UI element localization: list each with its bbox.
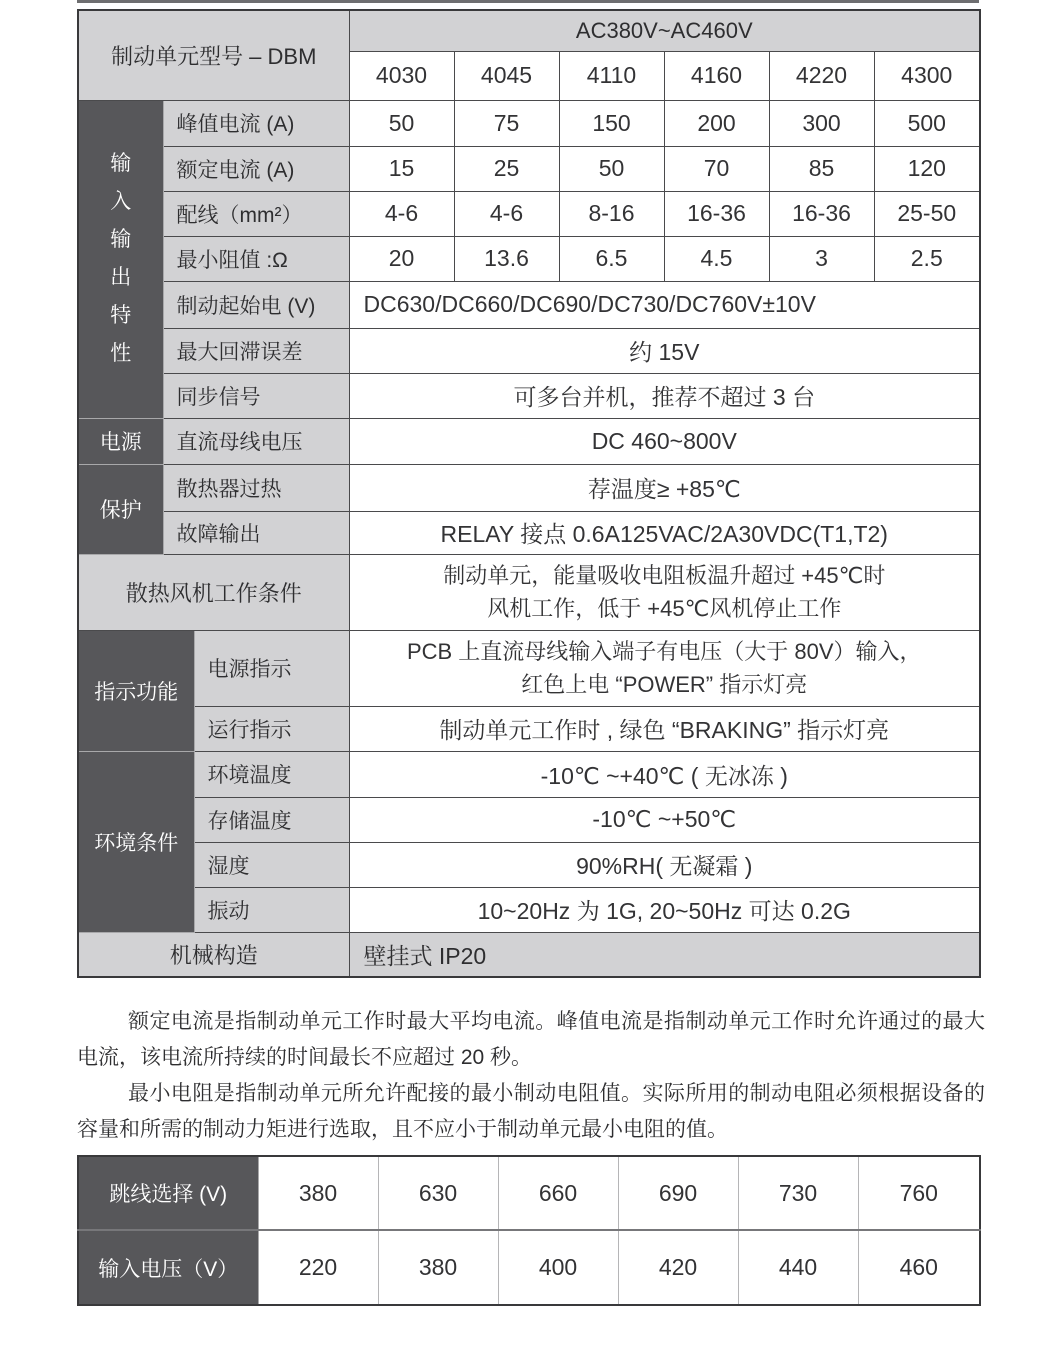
row-humidity	[78, 842, 980, 887]
group-protection-cell: 保护	[78, 464, 163, 554]
row-label-cell: 机械构造	[78, 932, 349, 977]
value-cell: 4-6	[454, 191, 559, 236]
jumper-value-cell: 630	[378, 1156, 498, 1230]
row-wiring	[78, 191, 980, 236]
value-cell: 6.5	[559, 236, 664, 281]
model-header-cell: 4110	[559, 51, 664, 100]
jumper-value-cell: 440	[738, 1230, 858, 1305]
value-cell: DC 460~800V	[349, 418, 980, 464]
model-header-cell: 4030	[349, 51, 454, 100]
value-cell: 16-36	[664, 191, 769, 236]
value-cell: 50	[349, 100, 454, 146]
notes-block	[77, 1004, 985, 1148]
value-cell: 壁挂式 IP20	[349, 932, 980, 977]
value-cell: 15	[349, 146, 454, 191]
value-cell	[349, 554, 980, 630]
value-cell: 4-6	[349, 191, 454, 236]
value-cell: -10℃ ~+50℃	[349, 797, 980, 842]
value-cell: 300	[769, 100, 874, 146]
row-label-cell: 直流母线电压	[163, 418, 349, 464]
fan-value-line2: 风机工作，低于 +45℃风机停止工作	[487, 596, 842, 621]
group-indicator-cell: 指示功能	[78, 630, 194, 751]
jumper-value-cell: 690	[618, 1156, 738, 1230]
jumper-value-cell: 380	[378, 1230, 498, 1305]
value-cell: 50	[559, 146, 664, 191]
row-peak-current	[78, 100, 980, 146]
row-label-cell: 散热风机工作条件	[78, 554, 349, 630]
value-cell: -10℃ ~+40℃ ( 无冰冻 )	[349, 751, 980, 797]
value-cell	[349, 630, 980, 706]
group-environment-cell: 环境条件	[78, 751, 194, 932]
value-cell: 制动单元工作时 , 绿色 “BRAKING” 指示灯亮	[349, 706, 980, 751]
value-cell: 20	[349, 236, 454, 281]
jumper-value-cell: 760	[858, 1156, 980, 1230]
value-cell: DC630/DC660/DC690/DC730/DC760V±10V	[349, 281, 980, 328]
row-vibration	[78, 887, 980, 932]
value-cell: 120	[874, 146, 980, 191]
jumper-value-cell: 380	[258, 1156, 378, 1230]
row-label-cell: 额定电流 (A)	[163, 146, 349, 191]
value-cell: 25-50	[874, 191, 980, 236]
row-mechanical	[78, 932, 980, 977]
value-cell: RELAY 接点 0.6A125VAC/2A30VDC(T1,T2)	[349, 511, 980, 554]
jumper-value-cell: 400	[498, 1230, 618, 1305]
group-io-cell	[78, 100, 163, 418]
model-header-cell: 4300	[874, 51, 980, 100]
value-cell: 13.6	[454, 236, 559, 281]
row-label-cell: 环境温度	[194, 751, 349, 797]
value-cell: 2.5	[874, 236, 980, 281]
group-io-label: 输入输出特性	[110, 152, 132, 365]
value-cell: 150	[559, 100, 664, 146]
model-header-cell: 4045	[454, 51, 559, 100]
spec-title-cell: 制动单元型号 – DBM	[78, 10, 349, 100]
row-label-cell: 散热器过热	[163, 464, 349, 511]
row-label-cell: 配线（mm²）	[163, 191, 349, 236]
row-braking-start-voltage	[78, 281, 980, 328]
row-ambient-temp	[78, 751, 980, 797]
row-label-cell: 同步信号	[163, 373, 349, 418]
row-fan-condition	[78, 554, 980, 630]
row-fault-output	[78, 511, 980, 554]
row-label-cell: 故障输出	[163, 511, 349, 554]
row-label-cell: 湿度	[194, 842, 349, 887]
note-paragraph-2: 最小电阻是指制动单元所允许配接的最小制动电阻值。实际所用的制动电阻必须根据设备的容量和所需的制动力矩进行选取，且不应小于制动单元最小电阻的值。	[77, 1082, 985, 1141]
value-cell: 25	[454, 146, 559, 191]
value-cell: 16-36	[769, 191, 874, 236]
power-indicator-line1: PCB 上直流母线输入端子有电压（大于 80V）输入，	[406, 639, 922, 664]
jumper-value-cell: 730	[738, 1156, 858, 1230]
row-label-cell: 最小阻值 :Ω	[163, 236, 349, 281]
row-rated-current	[78, 146, 980, 191]
value-cell: 可多台并机，推荐不超过 3 台	[349, 373, 980, 418]
value-cell: 荐温度≥ +85℃	[349, 464, 980, 511]
value-cell: 500	[874, 100, 980, 146]
value-cell: 8-16	[559, 191, 664, 236]
row-label-cell: 制动起始电 (V)	[163, 281, 349, 328]
power-indicator-line2: 红色上电 “POWER” 指示灯亮	[521, 672, 808, 697]
value-cell: 200	[664, 100, 769, 146]
value-cell: 10~20Hz 为 1G, 20~50Hz 可达 0.2G	[349, 887, 980, 932]
group-power-cell: 电源	[78, 418, 163, 464]
jumper-label-cell: 输入电压（V）	[78, 1230, 258, 1305]
value-cell: 70	[664, 146, 769, 191]
voltage-range-cell: AC380V~AC460V	[349, 10, 980, 51]
row-label-cell: 运行指示	[194, 706, 349, 751]
jumper-value-cell: 420	[618, 1230, 738, 1305]
model-header-cell: 4220	[769, 51, 874, 100]
value-cell: 4.5	[664, 236, 769, 281]
model-header-cell: 4160	[664, 51, 769, 100]
row-input-voltage	[78, 1230, 980, 1305]
value-cell: 约 15V	[349, 328, 980, 373]
row-sync-signal	[78, 373, 980, 418]
row-label-cell: 存储温度	[194, 797, 349, 842]
jumper-label-cell: 跳线选择 (V)	[78, 1156, 258, 1230]
row-hysteresis	[78, 328, 980, 373]
row-label-cell: 最大回滞误差	[163, 328, 349, 373]
value-cell: 90%RH( 无凝霜 )	[349, 842, 980, 887]
note-paragraph-1: 额定电流是指制动单元工作时最大平均电流。峰值电流是指制动单元工作时允许通过的最大电流，该电流所持续的时间最长不应超过 20 秒。	[77, 1010, 985, 1069]
row-label-cell: 电源指示	[194, 630, 349, 706]
jumper-value-cell: 220	[258, 1230, 378, 1305]
jumper-value-cell: 460	[858, 1230, 980, 1305]
jumper-table	[77, 1155, 981, 1306]
top-divider-line	[77, 0, 979, 3]
row-dc-bus-voltage	[78, 418, 980, 464]
jumper-value-cell: 660	[498, 1156, 618, 1230]
value-cell: 3	[769, 236, 874, 281]
spec-table	[77, 9, 981, 978]
row-min-resistance	[78, 236, 980, 281]
value-cell: 75	[454, 100, 559, 146]
row-run-indicator	[78, 706, 980, 751]
row-label-cell: 峰值电流 (A)	[163, 100, 349, 146]
row-heatsink-overheat	[78, 464, 980, 511]
value-cell: 85	[769, 146, 874, 191]
row-jumper-select	[78, 1156, 980, 1230]
row-label-cell: 振动	[194, 887, 349, 932]
fan-value-line1: 制动单元，能量吸收电阻板温升超过 +45℃时	[443, 563, 886, 588]
row-storage-temp	[78, 797, 980, 842]
row-power-indicator	[78, 630, 980, 706]
header-row-voltage	[78, 10, 980, 51]
